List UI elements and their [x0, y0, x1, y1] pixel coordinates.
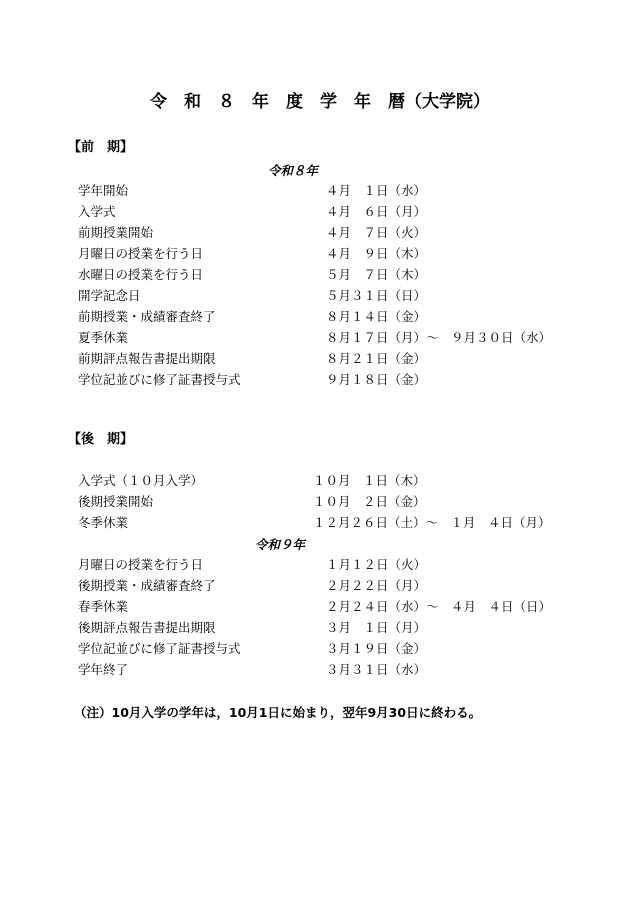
- schedule-row-label: 後期評点報告書提出期限: [78, 620, 216, 635]
- schedule-row-label: 入学式: [78, 204, 116, 219]
- schedule-row-date: １０月 ２日（金）: [313, 494, 426, 509]
- schedule-row-label: 水曜日の授業を行う日: [78, 267, 204, 282]
- schedule-row: [0, 264, 640, 285]
- schedule-row-date: １０月 １日（木）: [313, 473, 426, 488]
- schedule-row: [0, 512, 640, 533]
- schedule-row-date: ４月 １日（水）: [326, 183, 427, 198]
- schedule-row: [0, 201, 640, 222]
- schedule-row-date: １月１２日（火）: [326, 557, 427, 572]
- schedule-row-date: ８月１４日（金）: [326, 309, 427, 324]
- schedule-row-date: １２月２６日（土）～ １月 ４日（月）: [313, 515, 551, 530]
- schedule-row-date: ２月２２日（月）: [326, 578, 427, 593]
- schedule-row: [0, 327, 640, 348]
- schedule-row: [0, 285, 640, 306]
- schedule-row: [0, 243, 640, 264]
- schedule-row-label: 学位記並びに修了証書授与式: [78, 641, 241, 656]
- schedule-row: [0, 348, 640, 369]
- schedule-row-date: ４月 ７日（火）: [326, 225, 427, 240]
- second-term-era-label: 令和９年: [255, 537, 306, 552]
- schedule-row-label: 前期授業開始: [78, 225, 154, 240]
- schedule-row-label: 夏季休業: [78, 330, 129, 345]
- schedule-row: [0, 638, 640, 659]
- schedule-row-label: 入学式（１０月入学）: [78, 473, 204, 488]
- schedule-row-date: ９月１８日（金）: [326, 372, 427, 387]
- schedule-row: [0, 554, 640, 575]
- schedule-row-label: 学年終了: [78, 662, 129, 677]
- schedule-row-label: 学年開始: [78, 183, 129, 198]
- schedule-row-date: ４月 ６日（月）: [326, 204, 427, 219]
- schedule-row-date: ３月１９日（金）: [326, 641, 427, 656]
- schedule-row: [0, 470, 640, 491]
- schedule-row-date: ８月２１日（金）: [326, 351, 427, 366]
- schedule-row: [0, 491, 640, 512]
- schedule-row: [0, 369, 640, 390]
- schedule-row-label: 月曜日の授業を行う日: [78, 246, 204, 261]
- schedule-row: [0, 617, 640, 638]
- schedule-row-label: 学位記並びに修了証書授与式: [78, 372, 241, 387]
- schedule-row-date: ２月２４日（水）～ ４月 ４日（日）: [326, 599, 552, 614]
- schedule-row-date: ３月 １日（月）: [326, 620, 427, 635]
- schedule-row: [0, 222, 640, 243]
- schedule-row: [0, 659, 640, 680]
- schedule-row-date: ８月１７日（月）～ ９月３０日（水）: [326, 330, 552, 345]
- second-term-heading: 【後 期】: [68, 432, 134, 447]
- schedule-row: [0, 596, 640, 617]
- schedule-row-label: 後期授業・成績審査終了: [78, 578, 216, 593]
- schedule-row-label: 月曜日の授業を行う日: [78, 557, 204, 572]
- footnote: （注）10月入学の学年は，10月1日に始まり，翌年9月30日に終わる。: [74, 705, 482, 720]
- schedule-row-label: 前期授業・成績審査終了: [78, 309, 216, 324]
- schedule-row-date: ５月３１日（日）: [326, 288, 427, 303]
- schedule-row-label: 前期評点報告書提出期限: [78, 351, 216, 366]
- first-term-era-label: 令和８年: [268, 163, 319, 178]
- schedule-row-label: 開学記念日: [78, 288, 141, 303]
- schedule-row-label: 後期授業開始: [78, 494, 154, 509]
- page-title: 令 和 ８ 年 度 学 年 暦（大学院）: [150, 92, 490, 112]
- schedule-row: [0, 180, 640, 201]
- schedule-row-label: 春季休業: [78, 599, 129, 614]
- schedule-row-date: ４月 ９日（木）: [326, 246, 427, 261]
- schedule-row-date: ５月 ７日（木）: [326, 267, 427, 282]
- schedule-row: [0, 306, 640, 327]
- first-term-heading: 【前 期】: [68, 140, 134, 155]
- schedule-row: [0, 575, 640, 596]
- schedule-row-date: ３月３１日（水）: [326, 662, 427, 677]
- schedule-row-label: 冬季休業: [78, 515, 129, 530]
